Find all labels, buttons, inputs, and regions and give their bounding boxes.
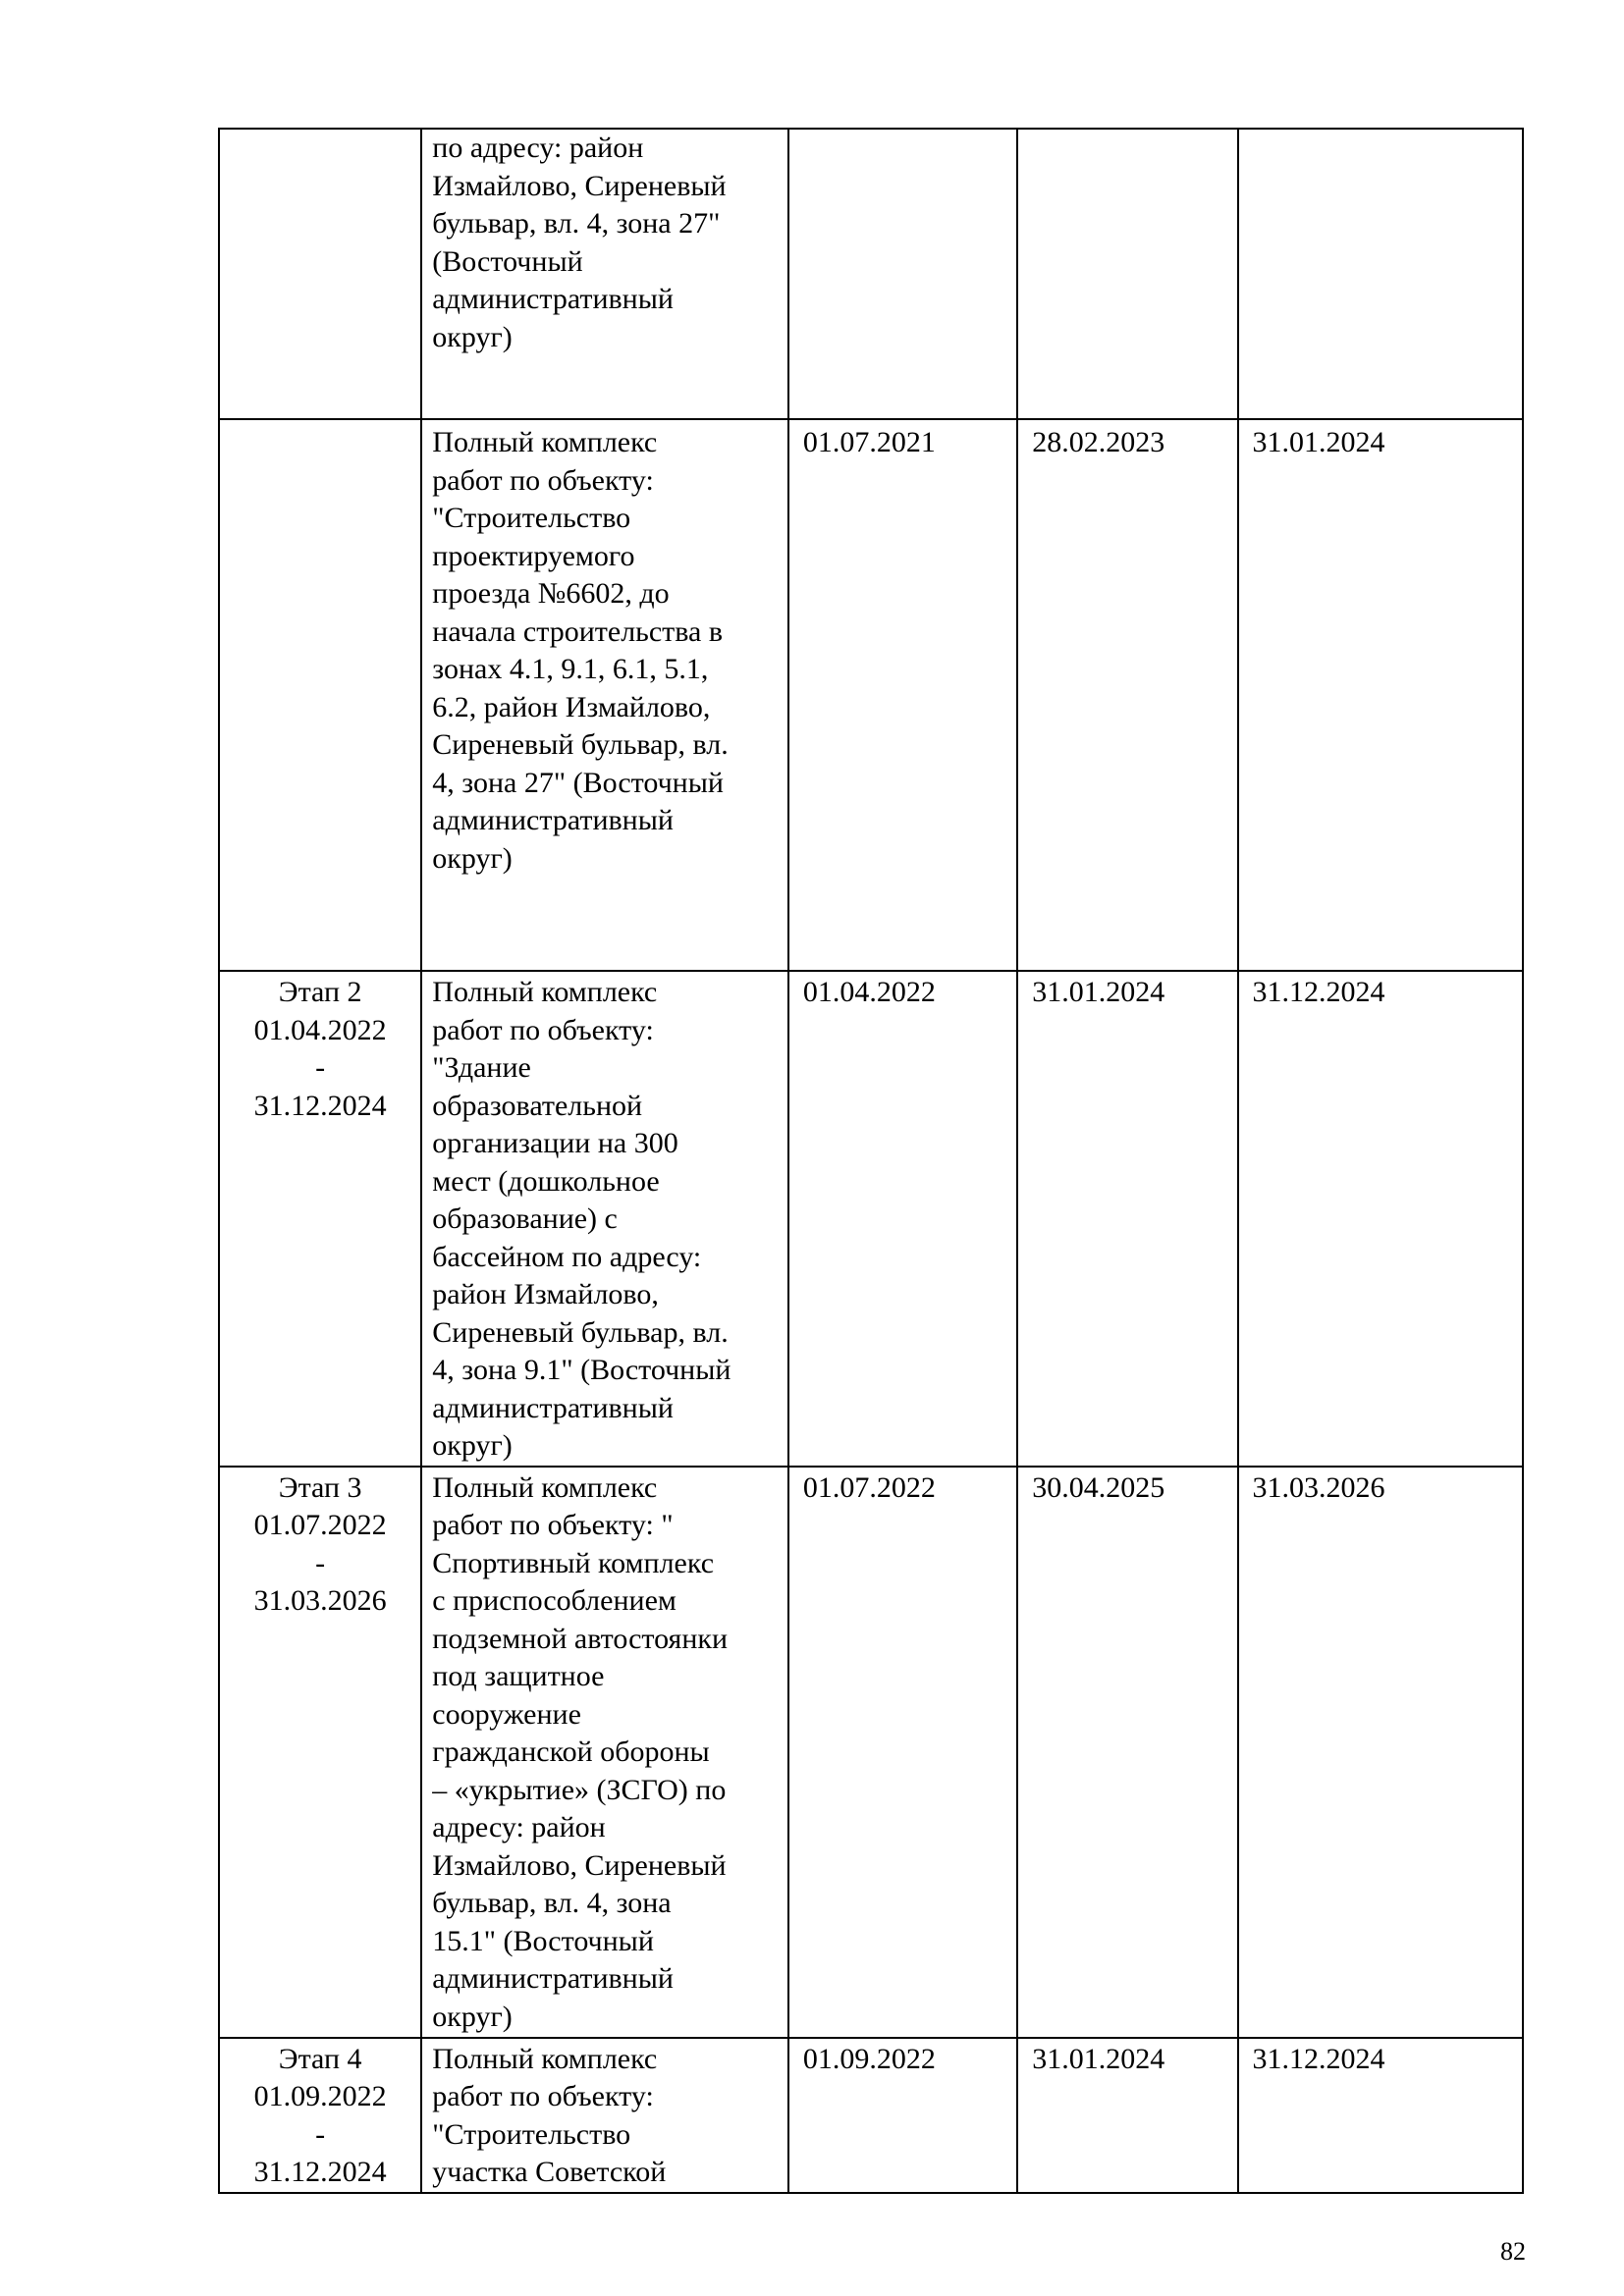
stage-cell: Этап 2 01.04.2022 - 31.12.2024 <box>219 971 421 1467</box>
table-row <box>219 971 1523 1467</box>
deadline-cell: 31.03.2026 <box>1238 1467 1523 2038</box>
end-date-cell <box>1017 129 1237 419</box>
end-date-cell: 28.02.2023 <box>1017 419 1237 971</box>
end-date-cell: 30.04.2025 <box>1017 1467 1237 2038</box>
description-cell: Полный комплекс работ по объекту: " Спортивный комплекс с приспособлением подземной автостоянки под защитное сооружение гражданской обороны – «укрытие» (ЗСГО) по адресу: район Измайлово, Сиреневый бульвар, вл. 4, зона 15.1" (Восточный административный округ) <box>421 1467 788 2038</box>
end-date-cell: 31.01.2024 <box>1017 971 1237 1467</box>
start-date-cell: 01.07.2022 <box>788 1467 1017 2038</box>
table-row <box>219 129 1523 419</box>
end-date-cell: 31.01.2024 <box>1017 2038 1237 2193</box>
table-row <box>219 1467 1523 2038</box>
deadline-cell <box>1238 129 1523 419</box>
deadline-cell: 31.12.2024 <box>1238 971 1523 1467</box>
description-cell: Полный комплекс работ по объекту: "Строительство проектируемого проезда №6602, до начала строительства в зонах 4.1, 9.1, 6.1, 5.1, 6.2, район Измайлово, Сиреневый бульвар, вл. 4, зона 27" (Восточный административный округ) <box>421 419 788 971</box>
start-date-cell: 01.07.2021 <box>788 419 1017 971</box>
stage-cell <box>219 129 421 419</box>
deadline-cell: 31.12.2024 <box>1238 2038 1523 2193</box>
stage-cell <box>219 419 421 971</box>
stage-cell: Этап 4 01.09.2022 - 31.12.2024 <box>219 2038 421 2193</box>
description-cell: Полный комплекс работ по объекту: "Строительство участка Советской <box>421 2038 788 2193</box>
description-cell: Полный комплекс работ по объекту: "Здание образовательной организации на 300 мест (дошкольное образование) с бассейном по адресу: район Измайлово, Сиреневый бульвар, вл. 4, зона 9.1" (Восточный административный округ) <box>421 971 788 1467</box>
stage-cell: Этап 3 01.07.2022 - 31.03.2026 <box>219 1467 421 2038</box>
deadline-cell: 31.01.2024 <box>1238 419 1523 971</box>
start-date-cell <box>788 129 1017 419</box>
description-cell: по адресу: район Измайлово, Сиреневый бульвар, вл. 4, зона 27" (Восточный административный округ) <box>421 129 788 419</box>
schedule-table <box>218 128 1524 2194</box>
start-date-cell: 01.09.2022 <box>788 2038 1017 2193</box>
start-date-cell: 01.04.2022 <box>788 971 1017 1467</box>
table-row <box>219 419 1523 971</box>
page-number: 82 <box>1500 2237 1526 2266</box>
table-row <box>219 2038 1523 2193</box>
